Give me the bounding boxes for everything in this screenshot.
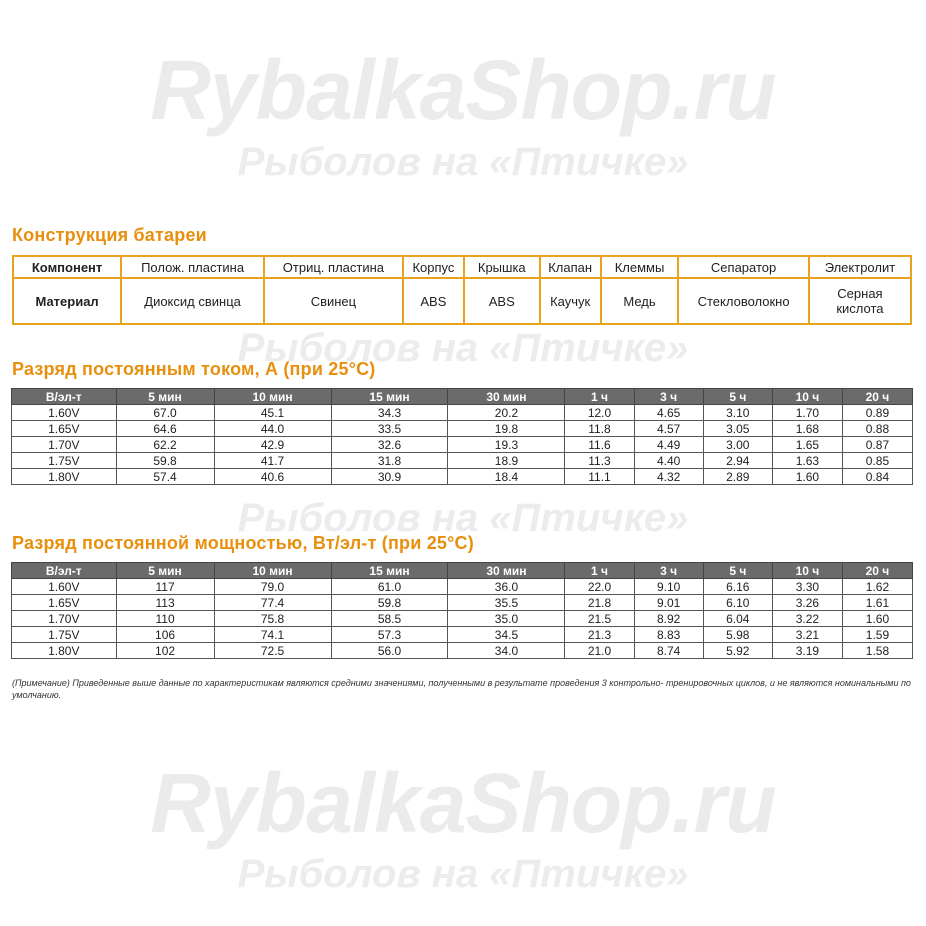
voltage-cell: 1.60V bbox=[12, 579, 117, 595]
value-cell: 79.0 bbox=[214, 579, 331, 595]
table-row bbox=[12, 453, 913, 469]
value-cell: 35.0 bbox=[448, 611, 565, 627]
column-header: 5 мин bbox=[116, 563, 214, 579]
voltage-cell: 1.75V bbox=[12, 453, 117, 469]
column-header: 10 ч bbox=[772, 389, 842, 405]
value-cell: 62.2 bbox=[116, 437, 214, 453]
value-cell: 102 bbox=[116, 643, 214, 659]
column-header: 10 мин bbox=[214, 563, 331, 579]
watermark-tagline-bottom: Рыболов на «Птичке» bbox=[237, 852, 689, 896]
value-cell: 3.22 bbox=[772, 611, 842, 627]
value-cell: 1.61 bbox=[842, 595, 912, 611]
construction-title: Конструкция батареи bbox=[12, 225, 207, 245]
value-cell: 21.5 bbox=[565, 611, 634, 627]
current-discharge-title: Разряд постоянным током, А (при 25°С) bbox=[12, 359, 376, 379]
component-row bbox=[13, 256, 911, 278]
value-cell: 21.0 bbox=[565, 643, 634, 659]
value-cell: 64.6 bbox=[116, 421, 214, 437]
value-cell: 56.0 bbox=[331, 643, 448, 659]
value-cell: 77.4 bbox=[214, 595, 331, 611]
value-cell: 30.9 bbox=[331, 469, 448, 485]
value-cell: 18.9 bbox=[448, 453, 565, 469]
material-row bbox=[13, 278, 911, 324]
voltage-cell: 1.70V bbox=[12, 437, 117, 453]
column-header: 15 мин bbox=[331, 563, 448, 579]
component-cell: Сепаратор bbox=[678, 256, 809, 278]
value-cell: 2.89 bbox=[703, 469, 772, 485]
value-cell: 22.0 bbox=[565, 579, 634, 595]
watermark-brand-top: RybalkaShop.ru bbox=[150, 43, 776, 137]
value-cell: 8.83 bbox=[634, 627, 703, 643]
value-cell: 75.8 bbox=[214, 611, 331, 627]
value-cell: 18.4 bbox=[448, 469, 565, 485]
component-cell: Корпус bbox=[403, 256, 464, 278]
voltage-cell: 1.65V bbox=[12, 595, 117, 611]
value-cell: 11.1 bbox=[565, 469, 634, 485]
value-cell: 1.62 bbox=[842, 579, 912, 595]
value-cell: 32.6 bbox=[331, 437, 448, 453]
material-cell: Диоксид свинца bbox=[121, 278, 264, 324]
column-header: 15 мин bbox=[331, 389, 448, 405]
value-cell: 58.5 bbox=[331, 611, 448, 627]
value-cell: 106 bbox=[116, 627, 214, 643]
value-cell: 113 bbox=[116, 595, 214, 611]
table-row bbox=[12, 627, 913, 643]
value-cell: 1.63 bbox=[772, 453, 842, 469]
value-cell: 0.84 bbox=[842, 469, 912, 485]
value-cell: 0.85 bbox=[842, 453, 912, 469]
value-cell: 3.10 bbox=[703, 405, 772, 421]
component-cell: Клапан bbox=[540, 256, 601, 278]
voltage-cell: 1.70V bbox=[12, 611, 117, 627]
table-row bbox=[12, 579, 913, 595]
voltage-cell: 1.75V bbox=[12, 627, 117, 643]
material-cell: Стекловолокно bbox=[678, 278, 809, 324]
column-header: 5 ч bbox=[703, 389, 772, 405]
table-row bbox=[12, 611, 913, 627]
component-cell: Отриц. пластина bbox=[264, 256, 403, 278]
value-cell: 36.0 bbox=[448, 579, 565, 595]
value-cell: 67.0 bbox=[116, 405, 214, 421]
column-header: 5 ч bbox=[703, 563, 772, 579]
value-cell: 59.8 bbox=[116, 453, 214, 469]
value-cell: 3.30 bbox=[772, 579, 842, 595]
value-cell: 3.05 bbox=[703, 421, 772, 437]
header-row bbox=[12, 389, 913, 405]
table-row bbox=[12, 421, 913, 437]
component-cell: Клеммы bbox=[601, 256, 679, 278]
watermark-tagline-mid2: Рыболов на «Птичке» bbox=[237, 496, 689, 540]
value-cell: 1.59 bbox=[842, 627, 912, 643]
material-header: Материал bbox=[13, 278, 121, 324]
value-cell: 1.58 bbox=[842, 643, 912, 659]
material-cell: Каучук bbox=[540, 278, 601, 324]
value-cell: 8.92 bbox=[634, 611, 703, 627]
value-cell: 11.8 bbox=[565, 421, 634, 437]
column-header: 20 ч bbox=[842, 563, 912, 579]
component-cell: Электролит bbox=[809, 256, 911, 278]
value-cell: 1.60 bbox=[772, 469, 842, 485]
value-cell: 8.74 bbox=[634, 643, 703, 659]
value-cell: 21.8 bbox=[565, 595, 634, 611]
value-cell: 21.3 bbox=[565, 627, 634, 643]
value-cell: 35.5 bbox=[448, 595, 565, 611]
value-cell: 9.10 bbox=[634, 579, 703, 595]
value-cell: 34.3 bbox=[331, 405, 448, 421]
value-cell: 6.10 bbox=[703, 595, 772, 611]
value-cell: 1.70 bbox=[772, 405, 842, 421]
column-header: 1 ч bbox=[565, 563, 634, 579]
value-cell: 40.6 bbox=[214, 469, 331, 485]
value-cell: 1.60 bbox=[842, 611, 912, 627]
material-cell: Свинец bbox=[264, 278, 403, 324]
material-cell: ABS bbox=[464, 278, 540, 324]
value-cell: 72.5 bbox=[214, 643, 331, 659]
value-cell: 74.1 bbox=[214, 627, 331, 643]
value-cell: 5.98 bbox=[703, 627, 772, 643]
construction-table bbox=[12, 255, 912, 325]
column-header: 1 ч bbox=[565, 389, 634, 405]
value-cell: 2.94 bbox=[703, 453, 772, 469]
table-row bbox=[12, 643, 913, 659]
component-cell: Крышка bbox=[464, 256, 540, 278]
value-cell: 9.01 bbox=[634, 595, 703, 611]
value-cell: 11.6 bbox=[565, 437, 634, 453]
value-cell: 4.65 bbox=[634, 405, 703, 421]
value-cell: 11.3 bbox=[565, 453, 634, 469]
column-header: 10 мин bbox=[214, 389, 331, 405]
watermark-tagline-mid1: Рыболов на «Птичке» bbox=[237, 326, 689, 370]
voltage-cell: 1.80V bbox=[12, 643, 117, 659]
column-header: 30 мин bbox=[448, 389, 565, 405]
value-cell: 3.00 bbox=[703, 437, 772, 453]
footnote: (Примечание) Приведенные выше данные по характеристикам являются средними значениями, полученными в результате проведения 3 контрольно- тренировочных циклов, и не являются номинальными по умолчанию. bbox=[12, 678, 911, 700]
table-row bbox=[12, 405, 913, 421]
value-cell: 0.88 bbox=[842, 421, 912, 437]
value-cell: 44.0 bbox=[214, 421, 331, 437]
value-cell: 3.21 bbox=[772, 627, 842, 643]
value-cell: 19.3 bbox=[448, 437, 565, 453]
value-cell: 5.92 bbox=[703, 643, 772, 659]
value-cell: 31.8 bbox=[331, 453, 448, 469]
value-cell: 117 bbox=[116, 579, 214, 595]
value-cell: 4.32 bbox=[634, 469, 703, 485]
watermark-tagline-top: Рыболов на «Птичке» bbox=[237, 140, 689, 184]
value-cell: 0.87 bbox=[842, 437, 912, 453]
value-cell: 4.49 bbox=[634, 437, 703, 453]
value-cell: 0.89 bbox=[842, 405, 912, 421]
component-cell: Полож. пластина bbox=[121, 256, 264, 278]
column-header: 3 ч bbox=[634, 389, 703, 405]
table-row bbox=[12, 437, 913, 453]
voltage-cell: 1.80V bbox=[12, 469, 117, 485]
power-discharge-title: Разряд постоянной мощностью, Вт/эл-т (при 25°С) bbox=[12, 533, 474, 553]
voltage-cell: 1.65V bbox=[12, 421, 117, 437]
voltage-cell: 1.60V bbox=[12, 405, 117, 421]
value-cell: 34.5 bbox=[448, 627, 565, 643]
value-cell: 20.2 bbox=[448, 405, 565, 421]
value-cell: 61.0 bbox=[331, 579, 448, 595]
value-cell: 1.65 bbox=[772, 437, 842, 453]
column-header: 5 мин bbox=[116, 389, 214, 405]
column-header: 20 ч bbox=[842, 389, 912, 405]
value-cell: 33.5 bbox=[331, 421, 448, 437]
table-row bbox=[12, 595, 913, 611]
value-cell: 6.16 bbox=[703, 579, 772, 595]
value-cell: 6.04 bbox=[703, 611, 772, 627]
value-cell: 34.0 bbox=[448, 643, 565, 659]
material-cell: ABS bbox=[403, 278, 464, 324]
column-header: 30 мин bbox=[448, 563, 565, 579]
value-cell: 12.0 bbox=[565, 405, 634, 421]
value-cell: 19.8 bbox=[448, 421, 565, 437]
value-cell: 45.1 bbox=[214, 405, 331, 421]
component-header: Компонент bbox=[13, 256, 121, 278]
material-cell: Серная кислота bbox=[809, 278, 911, 324]
value-cell: 57.4 bbox=[116, 469, 214, 485]
table-row bbox=[12, 469, 913, 485]
current-discharge-table bbox=[11, 388, 913, 485]
value-cell: 4.40 bbox=[634, 453, 703, 469]
value-cell: 59.8 bbox=[331, 595, 448, 611]
watermark-brand-bottom: RybalkaShop.ru bbox=[150, 756, 776, 850]
column-header: 3 ч bbox=[634, 563, 703, 579]
value-cell: 1.68 bbox=[772, 421, 842, 437]
value-cell: 3.19 bbox=[772, 643, 842, 659]
value-cell: 42.9 bbox=[214, 437, 331, 453]
value-cell: 110 bbox=[116, 611, 214, 627]
value-cell: 4.57 bbox=[634, 421, 703, 437]
material-cell: Медь bbox=[601, 278, 679, 324]
column-header: В/эл-т bbox=[12, 563, 117, 579]
column-header: В/эл-т bbox=[12, 389, 117, 405]
power-discharge-table bbox=[11, 562, 913, 659]
column-header: 10 ч bbox=[772, 563, 842, 579]
value-cell: 41.7 bbox=[214, 453, 331, 469]
value-cell: 3.26 bbox=[772, 595, 842, 611]
header-row bbox=[12, 563, 913, 579]
value-cell: 57.3 bbox=[331, 627, 448, 643]
